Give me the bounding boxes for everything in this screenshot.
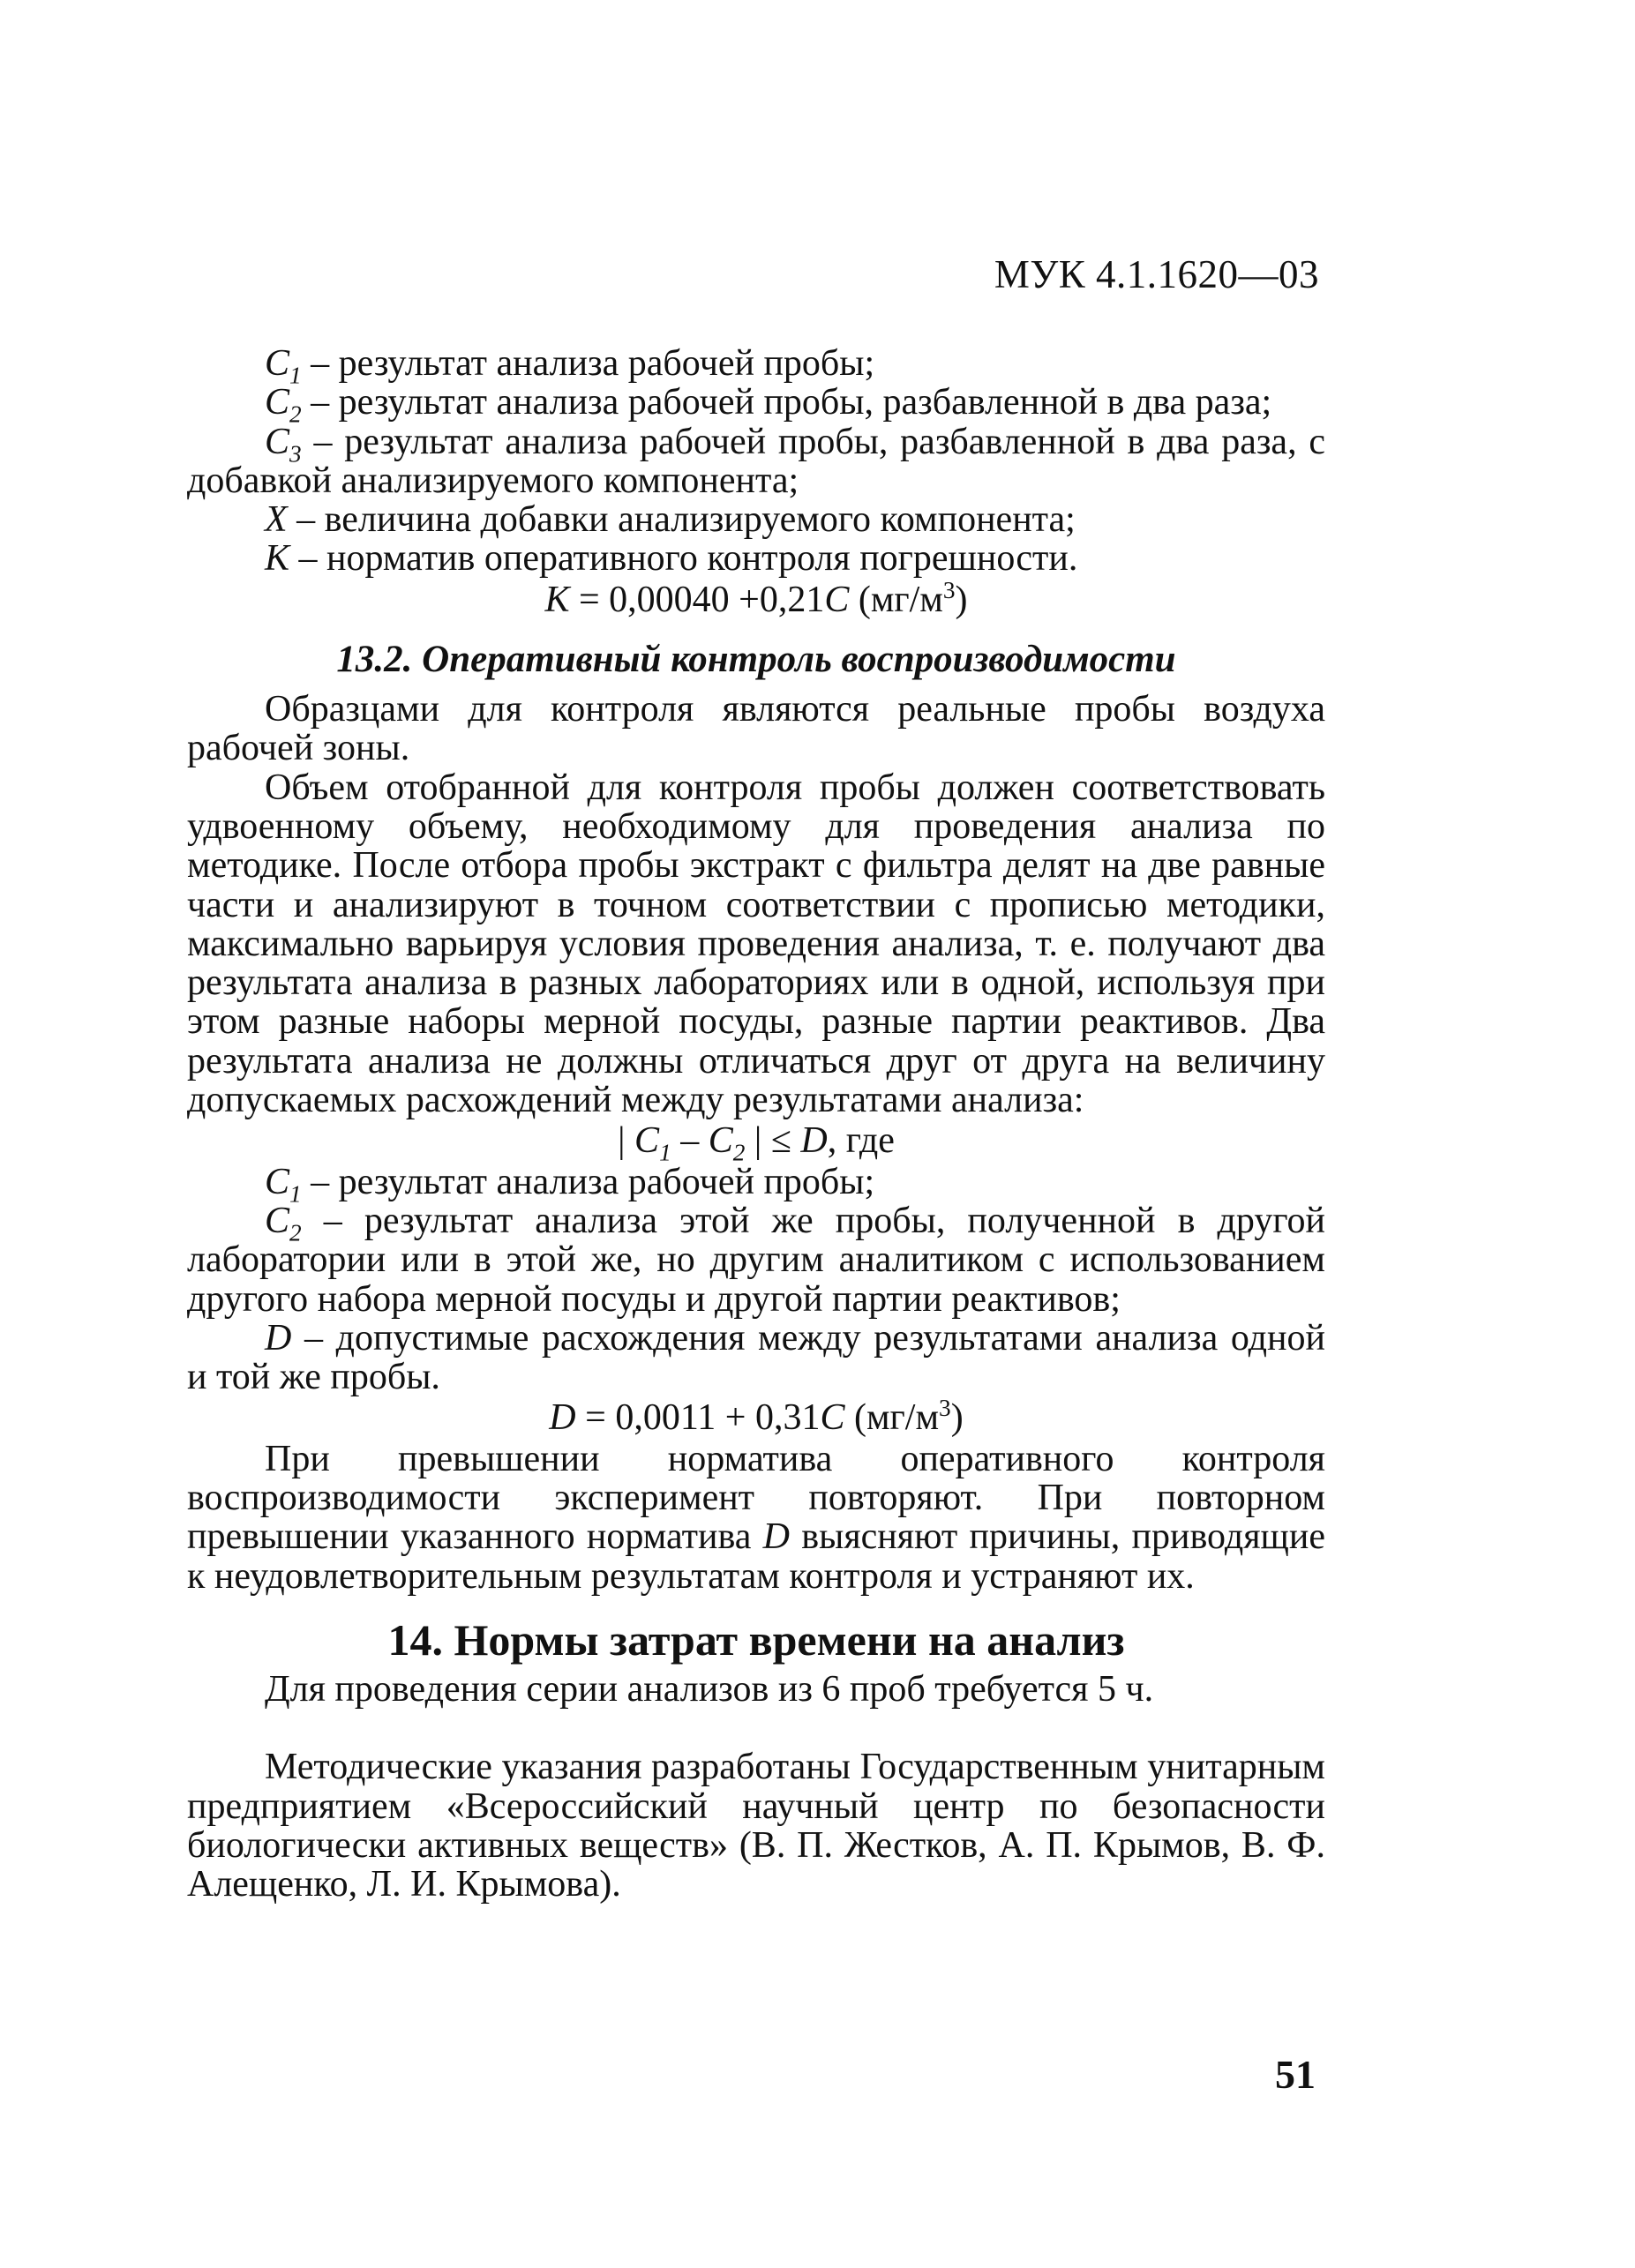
- formula-superscript: 3: [942, 576, 956, 603]
- formula-symbol: C: [820, 1397, 845, 1439]
- formula-symbol: C: [634, 1120, 660, 1162]
- formula-subscript: 1: [659, 1139, 671, 1166]
- formula-text: |: [618, 1120, 635, 1162]
- definition-c1: [187, 1161, 1325, 1208]
- definition-k: [187, 539, 1325, 578]
- var-symbol: C: [265, 1161, 290, 1202]
- formula-k: [187, 576, 1325, 620]
- definition-text: – результат анализа рабочей пробы, разбавленной в два раза;: [301, 382, 1272, 423]
- formula-subscript: 2: [732, 1139, 746, 1166]
- paragraph-text: При превышении норматива оперативного контроля воспроизводимости эксперимент повторяют. При повторном превышении указанного норматива: [187, 1438, 1325, 1558]
- formula-unit: (мг/м: [844, 1397, 940, 1439]
- definition-text: – допустимые расхождения между результатами анализа одной и той же пробы.: [187, 1317, 1325, 1398]
- formula-condition: [187, 1120, 1325, 1166]
- definition-text: – норматив оперативного контроля погрешности.: [289, 538, 1078, 580]
- page-number: 51: [1275, 2052, 1316, 2097]
- var-symbol: D: [762, 1516, 790, 1558]
- definition-d: [187, 1319, 1325, 1397]
- spacer: [187, 1709, 1325, 1748]
- paragraph: Объем отобранной для контроля пробы должен соответствовать удвоенному объему, необходимому для проведения анализа по методике. После отбора пробы экстракт с фильтра делят на две равные части и анализируют в точном соответствии с прописью методики, максимально варьируя условия проведения анализа, т. е. получают два результата анализа в разных лабораториях или в одной, используя при этом разные наборы мерной посуды, разные партии реактивов. Два результата анализа не должны отличаться друг от друга на величину допускаемых расхождений между результатами анализа:: [187, 767, 1325, 1121]
- var-subscript: 1: [289, 1180, 302, 1208]
- formula-text: | ≤: [745, 1120, 801, 1162]
- section-13-2-heading: 13.2. Оперативный контроль воспроизводимости: [336, 639, 1176, 681]
- definition-c1: [187, 343, 1325, 389]
- section-14-heading: 14. Нормы затрат времени на анализ: [387, 1614, 1125, 1665]
- formula-unit: (мг/м: [849, 579, 943, 620]
- formula-superscript: 3: [939, 1395, 951, 1422]
- var-subscript: 3: [289, 439, 302, 467]
- definition-text: – результат анализа рабочей пробы;: [301, 343, 875, 384]
- formula-d: [187, 1395, 1325, 1439]
- definition-text: – результат анализа рабочей пробы;: [301, 1161, 875, 1202]
- paragraph-text: выясняют причины, приводящие к неудовлетворительным результатам контроля и устраняют их.: [187, 1516, 1325, 1597]
- formula-text: ): [950, 1397, 964, 1439]
- formula-symbol: K: [544, 579, 570, 620]
- var-symbol: K: [265, 538, 290, 580]
- formula-text: ): [955, 579, 968, 620]
- formula-symbol: C: [708, 1120, 733, 1162]
- formula-text: = 0,00040 +0,21: [569, 579, 825, 620]
- var-symbol: C: [265, 343, 290, 384]
- definition-text: – результат анализа этой же пробы, полученной в другой лаборатории или в этой же, но другим аналитиком с использованием другого набора мерной посуды и другой партии реактивов;: [187, 1200, 1325, 1320]
- credits-paragraph: Методические указания разработаны Государственным унитарным предприятием «Всероссийский научный центр по безопасности биологически активных веществ» (В. П. Жестков, А. П. Крымов, В. Ф. Алещенко, Л. И. Крымова).: [187, 1747, 1325, 1905]
- document-code-header: МУК 4.1.1620—03: [994, 252, 1319, 296]
- definition-text: – величина добавки анализируемого компонента;: [287, 499, 1076, 541]
- formula-symbol: C: [824, 579, 850, 620]
- definition-x: [187, 500, 1325, 539]
- var-subscript: 1: [289, 362, 302, 389]
- definition-c2: [187, 382, 1325, 428]
- var-symbol: C: [265, 382, 290, 423]
- definition-c3: [187, 423, 1325, 501]
- paragraph: [187, 1440, 1325, 1596]
- formula-symbol: D: [800, 1120, 828, 1162]
- page-content: [187, 344, 1325, 1904]
- var-symbol: D: [265, 1317, 292, 1359]
- var-symbol: C: [265, 1200, 290, 1241]
- formula-text: , где: [827, 1120, 895, 1162]
- definition-text: – результат анализа рабочей пробы, разбавленной в два раза, с добавкой анализируемого компонента;: [187, 421, 1325, 501]
- formula-text: = 0,0011 + 0,31: [575, 1397, 821, 1439]
- var-subscript: 2: [289, 1219, 302, 1246]
- var-subscript: 2: [289, 400, 302, 428]
- paragraph: Для проведения серии анализов из 6 проб требуется 5 ч.: [265, 1668, 1154, 1710]
- formula-text: –: [671, 1120, 709, 1162]
- paragraph: Образцами для контроля являются реальные пробы воздуха рабочей зоны.: [187, 689, 1325, 769]
- var-symbol: C: [265, 421, 290, 462]
- formula-symbol: D: [549, 1397, 576, 1439]
- var-symbol: X: [265, 499, 288, 541]
- definition-c2: [187, 1201, 1325, 1319]
